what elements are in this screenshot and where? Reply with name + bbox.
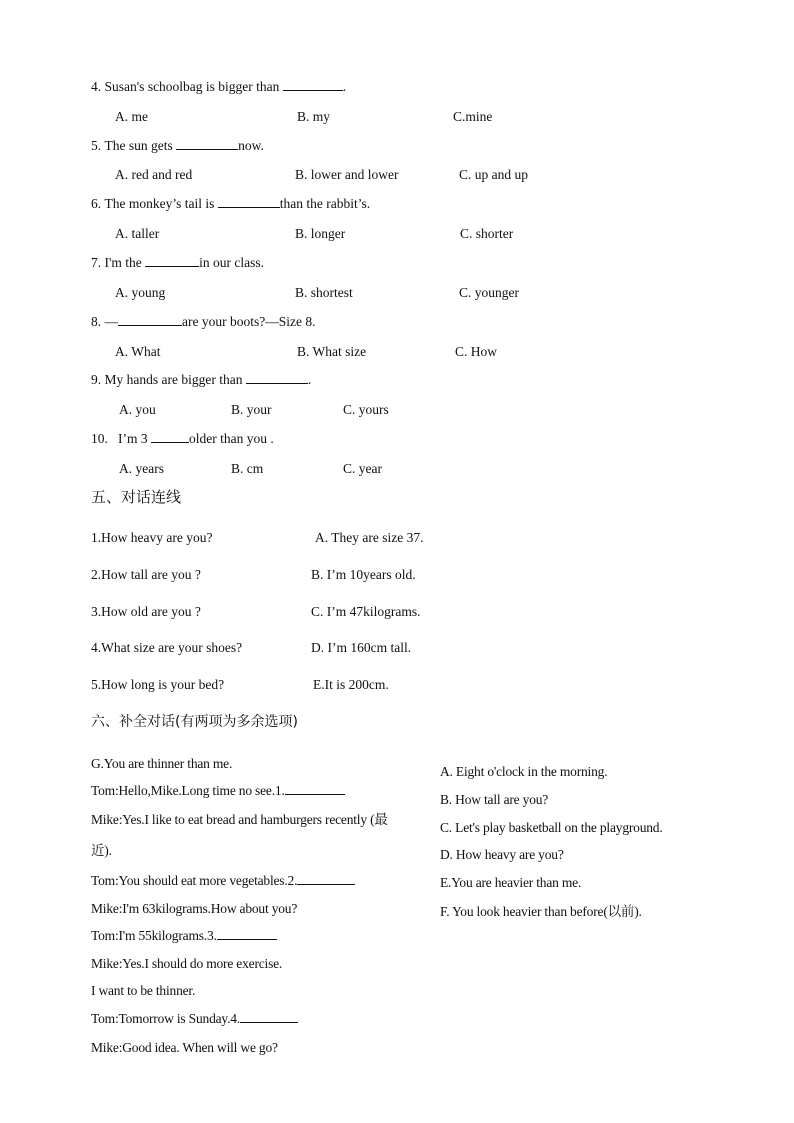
option-c: C. younger — [459, 285, 519, 300]
question-5: 5. The sun gets now. — [91, 138, 264, 153]
question-4: 4. Susan's schoolbag is bigger than . — [91, 79, 347, 94]
answer-blank — [246, 371, 308, 384]
answer-blank — [176, 137, 238, 150]
question-7: 7. I'm the in our class. — [91, 255, 265, 270]
option-c: C. shorter — [460, 226, 514, 241]
option-a: A. me — [115, 109, 148, 124]
dialogue-line: Mike:Good idea. When will we go? — [91, 1040, 278, 1055]
option-a: A. What — [115, 344, 161, 359]
option-a: A. young — [115, 285, 166, 300]
question-9: 9. My hands are bigger than . — [91, 372, 312, 387]
option-c: C. How — [455, 344, 498, 359]
option-b: B. longer — [295, 226, 346, 241]
option-a: A. taller — [115, 226, 160, 241]
option-c: C. up and up — [459, 167, 528, 182]
choice-item: A. Eight o'clock in the morning. — [440, 764, 608, 779]
dialogue-line: Mike:I'm 63kilograms.How about you? — [91, 901, 298, 916]
dialogue-line: Mike:Yes.I like to eat bread and hamburgers recently (最 — [91, 812, 388, 827]
answer-blank — [285, 782, 345, 795]
answer-blank — [283, 78, 343, 91]
section-6-heading: 六、补全对话(有两项为多余选项) — [91, 714, 298, 730]
option-a: A. red and red — [115, 167, 193, 182]
match-question: 3.How old are you ? — [91, 604, 201, 619]
question-10: 10. I’m 3 older than you . — [91, 431, 274, 446]
match-question: 1.How heavy are you? — [91, 530, 213, 545]
match-question: 2.How tall are you ? — [91, 567, 201, 582]
match-answer: B. I’m 10years old. — [311, 567, 416, 582]
choice-item: B. How tall are you? — [440, 792, 549, 807]
match-answer: D. I’m 160cm tall. — [311, 640, 412, 655]
option-c: C.mine — [453, 109, 493, 124]
answer-blank — [145, 254, 199, 267]
choice-item: E.You are heavier than me. — [440, 875, 582, 890]
answer-blank — [118, 313, 182, 326]
dialogue-line: Tom:I'm 55kilograms.3. — [91, 927, 277, 945]
answer-blank — [218, 195, 280, 208]
option-b: B. shortest — [295, 285, 353, 300]
answer-blank — [240, 1010, 298, 1023]
match-question: 4.What size are your shoes? — [91, 640, 243, 655]
option-b: B. What size — [297, 344, 367, 359]
dialogue-line: G.You are thinner than me. — [91, 756, 233, 771]
option-b: B. my — [297, 109, 331, 124]
choice-item: D. How heavy are you? — [440, 847, 564, 862]
option-c: C. yours — [343, 402, 389, 417]
option-b: B. lower and lower — [295, 167, 399, 182]
option-b: B. your — [231, 402, 272, 417]
choice-item: F. You look heavier than before(以前). — [440, 904, 642, 919]
dialogue-line: Tom:Hello,Mike.Long time no see.1. — [91, 782, 345, 800]
question-8: 8. — are your boots?—Size 8. — [91, 314, 316, 329]
dialogue-line: I want to be thinner. — [91, 983, 196, 998]
answer-blank — [297, 872, 355, 885]
dialogue-line: Mike:Yes.I should do more exercise. — [91, 956, 283, 971]
answer-blank — [217, 927, 277, 940]
section-5-heading: 五、对话连线 — [91, 488, 182, 506]
match-question: 5.How long is your bed? — [91, 677, 225, 692]
option-c: C. year — [343, 461, 382, 476]
match-answer: A. They are size 37. — [315, 530, 424, 545]
option-b: B. cm — [231, 461, 264, 476]
match-answer: E.It is 200cm. — [313, 677, 389, 692]
match-answer: C. I’m 47kilograms. — [311, 604, 421, 619]
choice-item: C. Let's play basketball on the playground. — [440, 820, 663, 835]
option-a: A. years — [119, 461, 164, 476]
option-a: A. you — [119, 402, 156, 417]
question-6: 6. The monkey’s tail is than the rabbit’s. — [91, 196, 371, 211]
answer-blank — [151, 430, 189, 443]
dialogue-line: 近). — [91, 843, 112, 858]
dialogue-line: Tom:You should eat more vegetables.2. — [91, 872, 355, 890]
dialogue-line: Tom:Tomorrow is Sunday.4. — [91, 1010, 298, 1028]
